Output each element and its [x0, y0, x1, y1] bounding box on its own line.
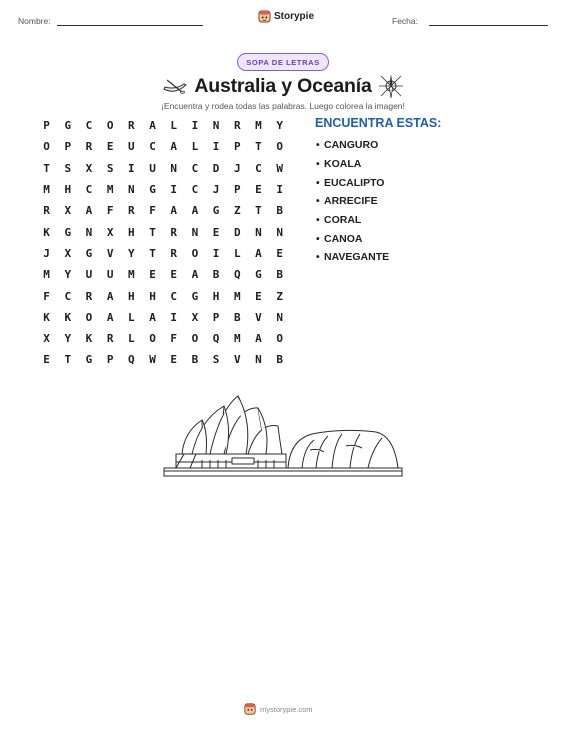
grid-letter[interactable]: O — [85, 310, 93, 324]
grid-letter[interactable]: B — [233, 310, 241, 324]
grid-letter[interactable]: C — [64, 289, 72, 303]
grid-letter[interactable]: R — [85, 289, 93, 303]
grid-letter[interactable]: O — [191, 332, 199, 346]
grid-letter[interactable]: V — [255, 310, 262, 324]
grid-letter[interactable]: X — [64, 204, 72, 218]
grid-letter[interactable]: A — [106, 289, 114, 303]
grid-letter[interactable]: P — [64, 140, 72, 154]
grid-letter[interactable]: D — [212, 161, 220, 175]
grid-letter[interactable]: T — [64, 353, 72, 367]
grid-letter[interactable]: N — [191, 225, 199, 239]
grid-letter[interactable]: E — [170, 268, 178, 282]
grid-letter[interactable]: C — [191, 161, 199, 175]
grid-letter[interactable]: G — [212, 204, 220, 218]
grid-letter[interactable]: S — [64, 161, 72, 175]
grid-letter[interactable]: Z — [276, 289, 283, 303]
word-list-item — [316, 192, 389, 211]
grid-letter[interactable]: G — [255, 268, 262, 282]
grid-letter[interactable]: T — [149, 225, 156, 239]
grid-letter[interactable]: J — [233, 161, 241, 175]
grid-letter[interactable]: Z — [233, 204, 241, 218]
grid-letter[interactable]: O — [276, 332, 283, 346]
grid-letter[interactable]: P — [233, 140, 241, 154]
grid-letter[interactable]: M — [255, 119, 262, 133]
word-text: CANOA — [324, 232, 363, 245]
grid-letter[interactable]: V — [233, 353, 241, 367]
grid-letter[interactable]: O — [191, 246, 199, 260]
grid-letter[interactable]: M — [106, 183, 114, 197]
grid-letter[interactable]: F — [43, 289, 50, 303]
grid-letter[interactable]: A — [106, 310, 114, 324]
grid-letter[interactable]: A — [191, 204, 199, 218]
grid-letter[interactable]: N — [255, 225, 262, 239]
grid-letter[interactable]: H — [149, 289, 156, 303]
grid-letter[interactable]: O — [276, 140, 283, 154]
grid-letter[interactable]: K — [43, 225, 50, 239]
grid-letter[interactable]: G — [64, 225, 72, 239]
brand — [258, 10, 314, 23]
grid-letter[interactable]: N — [276, 225, 283, 239]
grid-letter[interactable]: K — [64, 310, 72, 324]
word-list-item — [316, 136, 389, 155]
bullet-icon: • — [316, 195, 320, 208]
grid-letter[interactable]: R — [233, 119, 241, 133]
bullet-icon: • — [316, 139, 320, 152]
storypie-logo-icon — [258, 10, 271, 23]
grid-letter[interactable]: X — [43, 332, 50, 346]
grid-letter[interactable]: H — [128, 225, 135, 239]
grid-letter[interactable]: H — [212, 289, 220, 303]
word-text: ARRECIFE — [324, 195, 378, 208]
grid-letter[interactable]: M — [43, 183, 50, 197]
grid-letter[interactable]: N — [255, 353, 262, 367]
date-label: Fecha: — [392, 16, 418, 26]
grid-letter[interactable]: C — [85, 183, 93, 197]
grid-letter[interactable]: I — [128, 161, 135, 175]
grid-letter[interactable]: L — [170, 119, 178, 133]
grid-letter[interactable]: H — [64, 183, 72, 197]
grid-letter[interactable]: X — [64, 246, 72, 260]
grid-letter[interactable]: C — [85, 119, 93, 133]
grid-letter[interactable]: P — [43, 119, 50, 133]
grid-letter[interactable]: R — [85, 140, 93, 154]
grid-letter[interactable]: R — [43, 204, 50, 218]
grid-letter[interactable]: R — [106, 332, 114, 346]
storypie-logo-icon — [244, 703, 256, 715]
grid-letter[interactable]: P — [233, 183, 241, 197]
grid-letter[interactable]: Y — [128, 246, 135, 260]
grid-letter[interactable]: G — [85, 246, 93, 260]
grid-letter[interactable]: F — [106, 204, 114, 218]
grid-letter[interactable]: B — [276, 268, 283, 282]
grid-letter[interactable]: C — [170, 289, 178, 303]
grid-letter[interactable]: X — [85, 161, 93, 175]
grid-letter[interactable]: I — [276, 183, 283, 197]
grid-letter[interactable]: E — [212, 225, 220, 239]
grid-letter[interactable]: P — [106, 353, 114, 367]
canoe-icon — [162, 77, 188, 95]
grid-letter[interactable]: T — [255, 140, 262, 154]
grid-letter[interactable]: B — [276, 353, 283, 367]
footer — [244, 703, 313, 715]
grid-letter[interactable]: X — [191, 310, 199, 324]
grid-letter[interactable]: Q — [212, 332, 220, 346]
grid-letter[interactable]: C — [255, 161, 262, 175]
grid-letter[interactable]: J — [212, 183, 220, 197]
grid-letter[interactable]: T — [43, 161, 50, 175]
grid-letter[interactable]: A — [170, 140, 178, 154]
bullet-icon: • — [316, 232, 320, 245]
grid-letter[interactable]: L — [233, 246, 241, 260]
grid-letter[interactable]: R — [128, 204, 135, 218]
grid-letter[interactable]: S — [212, 353, 220, 367]
grid-letter[interactable]: A — [255, 246, 262, 260]
grid-letter[interactable]: M — [128, 268, 135, 282]
grid-letter[interactable]: O — [43, 140, 50, 154]
bullet-icon: • — [316, 251, 320, 264]
grid-letter[interactable]: I — [212, 246, 220, 260]
grid-letter[interactable]: N — [276, 310, 283, 324]
grid-letter[interactable]: W — [149, 353, 156, 367]
grid-letter[interactable]: P — [212, 310, 220, 324]
grid-letter[interactable]: E — [255, 183, 262, 197]
word-list-item — [316, 248, 389, 267]
brand-name: Storypie — [274, 11, 315, 22]
grid-letter[interactable]: U — [106, 268, 114, 282]
grid-letter[interactable]: A — [149, 119, 156, 133]
grid-letter[interactable]: D — [233, 225, 241, 239]
grid-letter[interactable]: M — [233, 332, 241, 346]
instructions: ¡Encuentra y rodea todas las palabras. Luego colorea la imagen! — [161, 101, 405, 111]
word-text: EUCALIPTO — [324, 176, 385, 189]
grid-letter[interactable]: K — [85, 332, 93, 346]
grid-letter[interactable]: E — [149, 268, 156, 282]
grid-letter[interactable]: B — [212, 268, 220, 282]
grid-letter[interactable]: R — [170, 246, 178, 260]
grid-letter[interactable]: L — [128, 332, 135, 346]
grid-letter[interactable]: G — [149, 183, 156, 197]
grid-letter[interactable]: C — [149, 140, 156, 154]
grid-letter[interactable]: R — [128, 119, 135, 133]
page-title — [150, 72, 416, 100]
name-line[interactable] — [57, 25, 203, 26]
grid-letter[interactable]: Q — [128, 353, 135, 367]
grid-letter[interactable]: U — [85, 268, 93, 282]
word-text: CORAL — [324, 214, 362, 227]
word-list-item — [316, 211, 389, 230]
grid-letter[interactable]: K — [43, 310, 50, 324]
grid-letter[interactable]: I — [170, 183, 178, 197]
grid-letter[interactable]: V — [106, 246, 114, 260]
word-list-title: ENCUENTRA ESTAS: — [315, 116, 442, 130]
compass-icon — [378, 73, 404, 99]
word-text: KOALA — [324, 158, 362, 171]
grid-letter[interactable]: E — [255, 289, 262, 303]
word-text: CANGURO — [324, 139, 379, 152]
date-line[interactable] — [429, 25, 548, 26]
word-list-item — [316, 155, 389, 174]
grid-letter[interactable]: T — [149, 246, 156, 260]
grid-letter[interactable]: R — [170, 225, 178, 239]
grid-letter[interactable]: A — [85, 204, 93, 218]
word-list — [316, 136, 389, 267]
grid-letter[interactable]: T — [255, 204, 262, 218]
grid-letter[interactable]: N — [85, 225, 93, 239]
grid-letter[interactable]: U — [149, 161, 156, 175]
grid-letter[interactable]: G — [85, 353, 93, 367]
word-list-item — [316, 229, 389, 248]
letter-grid[interactable] — [36, 115, 290, 371]
sydney-opera-house-uluru-illustration — [162, 392, 406, 480]
grid-letter[interactable]: I — [170, 310, 178, 324]
title-text: Australia y Oceanía — [194, 74, 372, 97]
word-text: NAVEGANTE — [324, 251, 390, 264]
grid-letter[interactable]: Q — [233, 268, 241, 282]
bullet-icon: • — [316, 176, 320, 189]
grid-letter[interactable]: C — [191, 183, 199, 197]
grid-letter[interactable]: M — [233, 289, 241, 303]
grid-letter[interactable]: O — [106, 119, 114, 133]
grid-letter[interactable]: O — [149, 332, 156, 346]
grid-letter[interactable]: S — [106, 161, 114, 175]
grid-letter[interactable]: Y — [64, 268, 72, 282]
bullet-icon: • — [316, 214, 320, 227]
bullet-icon: • — [316, 158, 320, 171]
grid-letter[interactable]: Y — [64, 332, 72, 346]
grid-letter[interactable]: I — [212, 140, 220, 154]
grid-letter[interactable]: X — [106, 225, 114, 239]
name-label: Nombre: — [18, 16, 51, 26]
grid-letter[interactable]: A — [191, 268, 199, 282]
grid-letter[interactable]: F — [149, 204, 156, 218]
category-badge: SOPA DE LETRAS — [237, 53, 329, 71]
grid-letter[interactable]: W — [276, 161, 283, 175]
grid-letter[interactable]: N — [128, 183, 135, 197]
grid-letter[interactable]: E — [170, 353, 178, 367]
grid-letter[interactable]: L — [128, 310, 135, 324]
grid-letter[interactable]: A — [255, 332, 262, 346]
grid-letter[interactable]: L — [191, 140, 199, 154]
grid-letter[interactable]: U — [128, 140, 135, 154]
footer-url[interactable]: mystorypie.com — [260, 704, 313, 714]
grid-letter[interactable]: I — [191, 119, 199, 133]
grid-letter[interactable]: A — [170, 204, 178, 218]
grid-letter[interactable]: H — [128, 289, 135, 303]
grid-letter[interactable]: J — [43, 246, 50, 260]
word-list-item — [316, 173, 389, 192]
grid-letter[interactable]: G — [64, 119, 72, 133]
grid-letter[interactable]: F — [170, 332, 178, 346]
grid-letter[interactable]: A — [149, 310, 156, 324]
grid-letter[interactable]: M — [43, 268, 50, 282]
grid-letter[interactable]: E — [276, 246, 283, 260]
grid-letter[interactable]: N — [170, 161, 178, 175]
grid-letter[interactable]: N — [212, 119, 220, 133]
grid-letter[interactable]: B — [276, 204, 283, 218]
grid-letter[interactable]: G — [191, 289, 199, 303]
grid-letter[interactable]: Y — [276, 119, 283, 133]
grid-letter[interactable]: B — [191, 353, 199, 367]
grid-letter[interactable]: E — [43, 353, 50, 367]
grid-letter[interactable]: E — [106, 140, 114, 154]
